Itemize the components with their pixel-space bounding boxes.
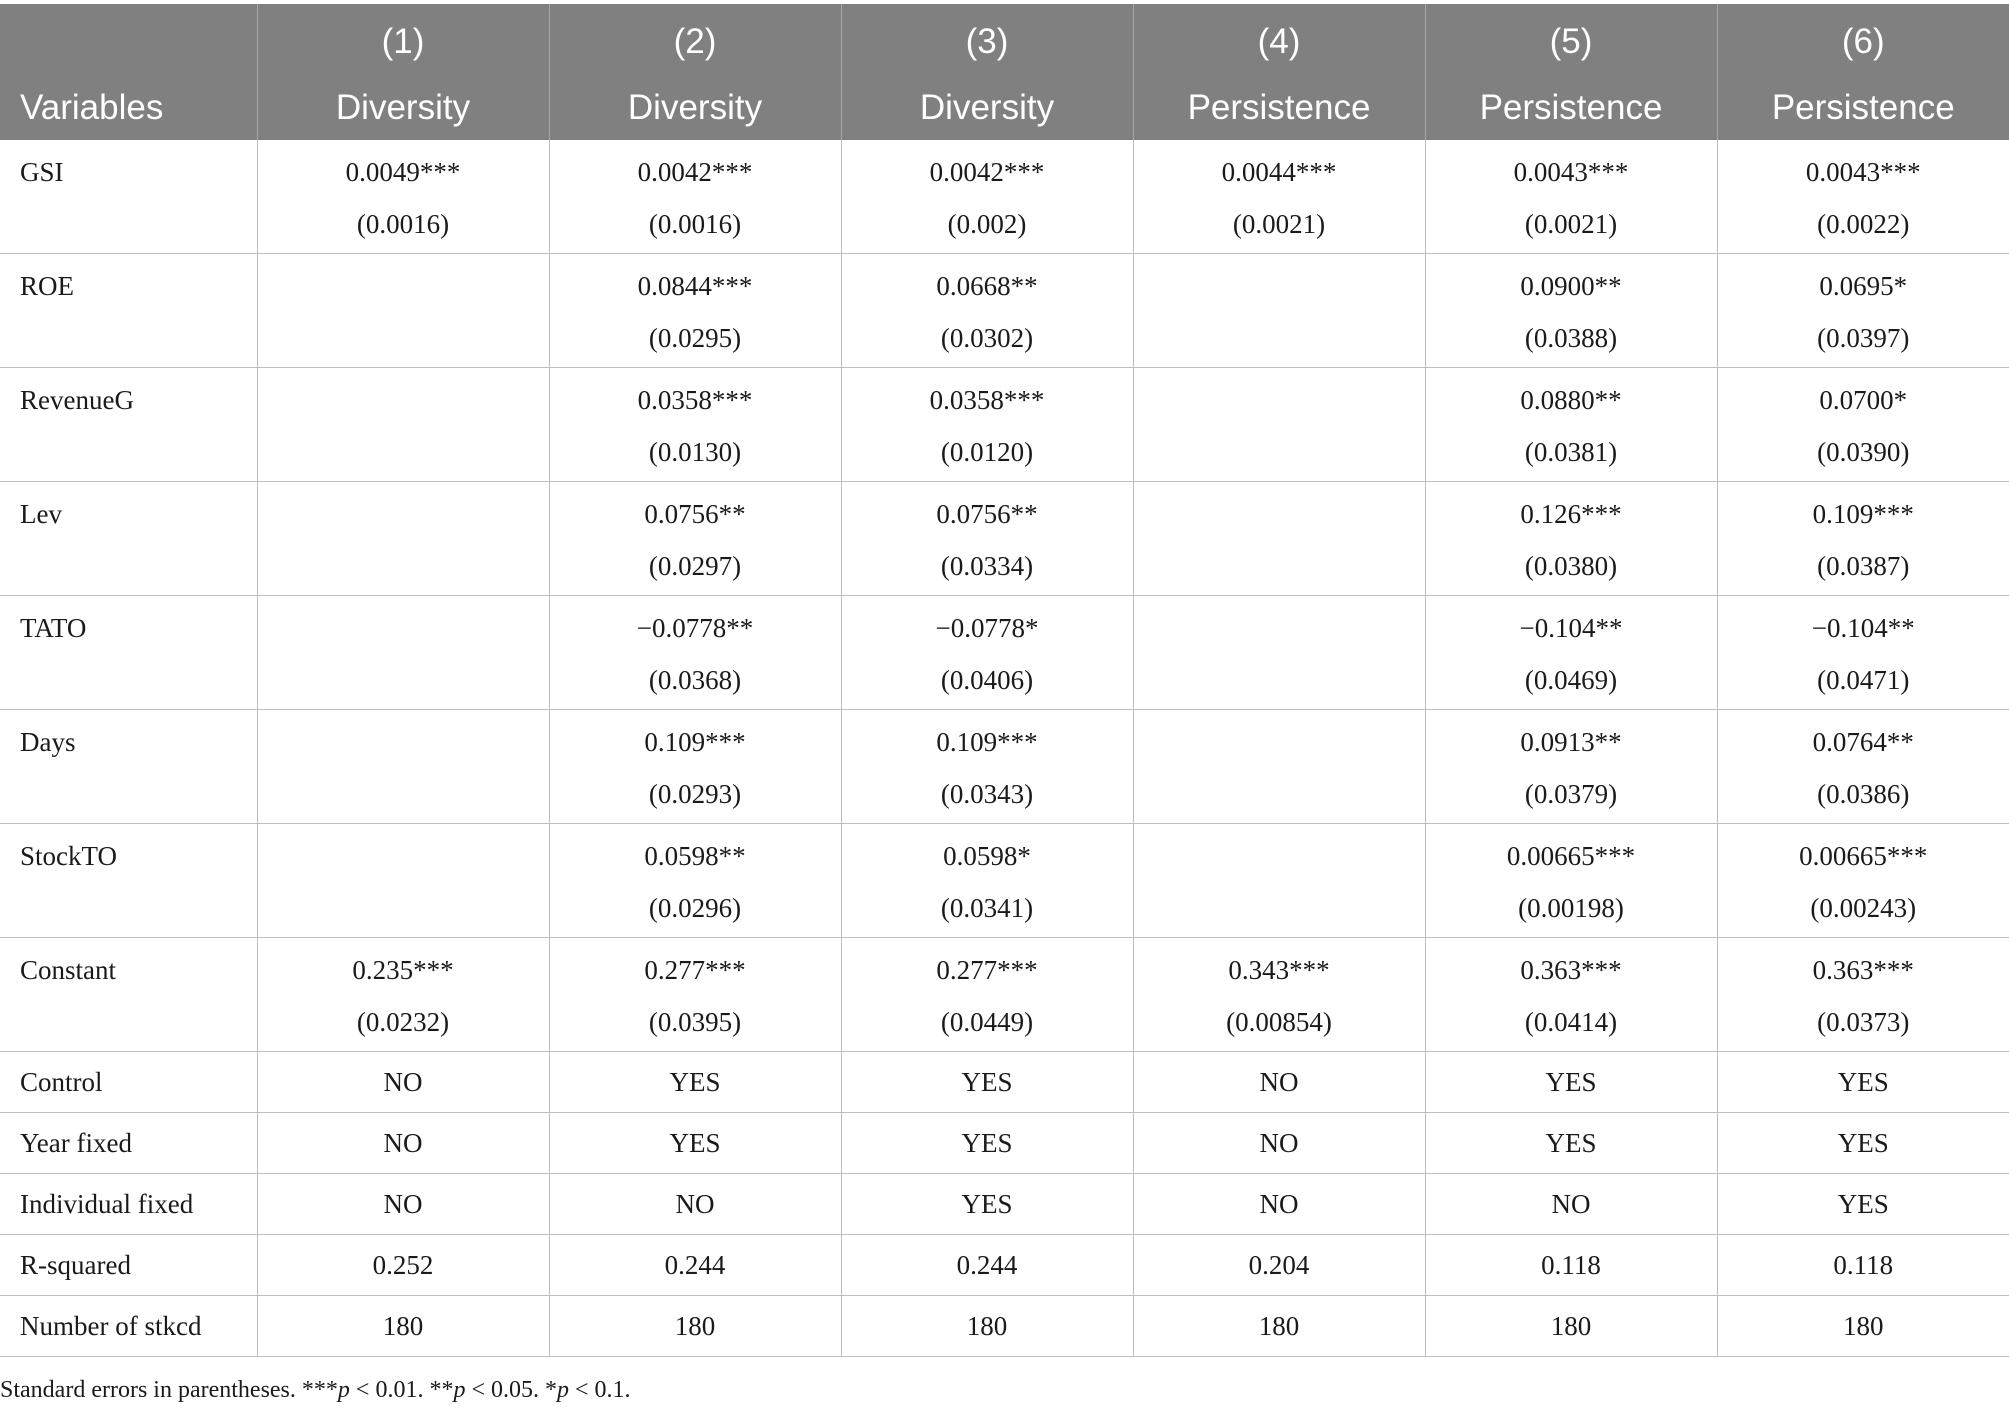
estimate-cell [549, 710, 841, 824]
estimate-cell [257, 938, 549, 1052]
variable-name-cell [0, 596, 257, 710]
estimate-cell [1133, 596, 1425, 710]
coefficient: 0.277*** [936, 955, 1038, 985]
standard-error: (0.0380) [1524, 551, 1618, 581]
summary-value-cell [257, 1113, 549, 1174]
estimate-cell [1717, 254, 2009, 368]
standard-error: (0.0469) [1524, 665, 1618, 695]
standard-error: (0.0293) [648, 779, 742, 809]
summary-row [0, 1296, 2009, 1357]
summary-value: YES [1545, 1067, 1597, 1097]
coefficient: 0.0042*** [929, 157, 1045, 187]
summary-value-cell [549, 1052, 841, 1113]
estimate-cell [1717, 824, 2009, 938]
header-col-2 [549, 4, 841, 140]
header-col-name: Persistence [1479, 88, 1663, 127]
variable-name: Number of stkcd [20, 1311, 202, 1341]
summary-value-cell [1717, 1296, 2009, 1357]
estimate-cell [841, 710, 1133, 824]
variable-name-cell [0, 824, 257, 938]
estimate-cell [1133, 140, 1425, 254]
coefficient: 0.0598* [943, 841, 1031, 871]
estimate-cell [1717, 482, 2009, 596]
header-col-name: Diversity [919, 88, 1055, 127]
standard-error: (0.0379) [1524, 779, 1618, 809]
table-row [0, 824, 2009, 938]
summary-value: YES [669, 1067, 721, 1097]
standard-error: (0.0021) [1524, 209, 1618, 239]
table-row [0, 596, 2009, 710]
regression-table [0, 4, 2009, 1357]
variable-name: Individual fixed [20, 1189, 194, 1219]
summary-value: 180 [1258, 1311, 1300, 1341]
standard-error: (0.0386) [1817, 779, 1910, 809]
variable-name: Days [20, 727, 76, 757]
summary-value-cell [1717, 1174, 2009, 1235]
summary-value-cell [1133, 1113, 1425, 1174]
estimate-cell [549, 596, 841, 710]
summary-value: 180 [1550, 1311, 1592, 1341]
footnote-p-symbol: p [557, 1377, 569, 1403]
standard-error: (0.0130) [648, 437, 742, 467]
variable-name-cell [0, 368, 257, 482]
summary-value-cell [549, 1174, 841, 1235]
table-row [0, 482, 2009, 596]
summary-value: 0.118 [1833, 1250, 1894, 1280]
summary-value: 0.118 [1541, 1250, 1601, 1280]
coefficient: 0.0844*** [637, 271, 753, 301]
variable-name: Lev [20, 499, 62, 529]
coefficient: 0.235*** [352, 955, 454, 985]
estimate-cell [841, 254, 1133, 368]
variable-name: Year fixed [20, 1128, 132, 1158]
standard-error: (0.0296) [648, 893, 742, 923]
coefficient: 0.109*** [644, 727, 746, 757]
summary-value-cell [1425, 1296, 1717, 1357]
variable-name: Control [20, 1067, 103, 1097]
standard-error: (0.0373) [1817, 1007, 1910, 1037]
estimate-cell [1425, 824, 1717, 938]
variable-name: R-squared [20, 1250, 131, 1280]
estimate-cell [257, 254, 549, 368]
coefficient: 0.0764** [1812, 727, 1914, 757]
header-row [0, 4, 2009, 140]
summary-value-cell [841, 1052, 1133, 1113]
summary-value: 0.204 [1248, 1250, 1310, 1280]
estimate-cell [257, 482, 549, 596]
variable-name-cell [0, 482, 257, 596]
header-col-name: Persistence [1187, 88, 1371, 127]
coefficient: 0.00665*** [1506, 841, 1636, 871]
estimate-cell [841, 824, 1133, 938]
variable-name-cell [0, 710, 257, 824]
estimate-cell [1133, 824, 1425, 938]
standard-error: (0.00198) [1518, 893, 1624, 923]
variable-name: TATO [20, 613, 87, 643]
standard-error: (0.0302) [940, 323, 1034, 353]
summary-row [0, 1174, 2009, 1235]
summary-value: YES [669, 1128, 721, 1158]
variable-name-cell [0, 938, 257, 1052]
header-col-4 [1133, 4, 1425, 140]
summary-value: NO [1259, 1067, 1299, 1097]
standard-error: (0.0016) [356, 209, 450, 239]
coefficient: 0.0044*** [1221, 157, 1337, 187]
variable-name: ROE [20, 271, 74, 301]
table-row [0, 254, 2009, 368]
estimate-cell [1425, 368, 1717, 482]
summary-value-cell [1717, 1052, 2009, 1113]
estimate-cell [1133, 710, 1425, 824]
summary-value-cell [257, 1052, 549, 1113]
coefficient: 0.109*** [1812, 499, 1914, 529]
standard-error: (0.0341) [940, 893, 1034, 923]
variable-name: Constant [20, 955, 117, 985]
header-col-6 [1717, 4, 2009, 140]
summary-value: NO [1551, 1189, 1591, 1219]
standard-error: (0.0232) [356, 1007, 450, 1037]
standard-error: (0.0388) [1524, 323, 1618, 353]
summary-value-cell [1425, 1052, 1717, 1113]
variable-name: GSI [20, 157, 64, 187]
variable-name-cell [0, 1113, 257, 1174]
coefficient: −0.104** [1811, 613, 1915, 643]
summary-value: NO [383, 1189, 423, 1219]
coefficient: 0.126*** [1520, 499, 1622, 529]
standard-error: (0.00854) [1226, 1007, 1332, 1037]
variable-name-cell [0, 140, 257, 254]
footnote-text: < 0.01. ** [349, 1377, 454, 1403]
summary-value: YES [1545, 1128, 1597, 1158]
coefficient: 0.0700* [1819, 385, 1908, 415]
coefficient: 0.0880** [1520, 385, 1622, 415]
summary-value: NO [675, 1189, 715, 1219]
summary-value: 180 [382, 1311, 424, 1341]
footnote-text: Standard errors in parentheses. *** [0, 1377, 338, 1403]
standard-error: (0.0449) [940, 1007, 1034, 1037]
summary-value-cell [257, 1235, 549, 1296]
coefficient: −0.0778* [935, 613, 1039, 643]
estimate-cell [1133, 368, 1425, 482]
summary-value: YES [961, 1067, 1013, 1097]
coefficient: 0.0756** [936, 499, 1038, 529]
standard-error: (0.0295) [648, 323, 742, 353]
estimate-cell [257, 140, 549, 254]
estimate-cell [549, 482, 841, 596]
header-col-number: (3) [965, 22, 1009, 61]
estimate-cell [1425, 938, 1717, 1052]
estimate-cell [1133, 254, 1425, 368]
summary-row [0, 1052, 2009, 1113]
header-col-number: (6) [1841, 22, 1885, 61]
summary-value: NO [383, 1128, 423, 1158]
header-col-name: Diversity [627, 88, 763, 127]
summary-value-cell [1425, 1235, 1717, 1296]
variable-name-cell [0, 254, 257, 368]
standard-error: (0.0381) [1524, 437, 1618, 467]
summary-value: 180 [1843, 1311, 1884, 1341]
estimate-cell [257, 824, 549, 938]
standard-error: (0.0387) [1817, 551, 1910, 581]
coefficient: −0.104** [1519, 613, 1623, 643]
estimate-cell [1717, 140, 2009, 254]
table-footnote [0, 1375, 631, 1405]
estimate-cell [1425, 140, 1717, 254]
estimate-cell [549, 368, 841, 482]
coefficient: 0.0913** [1520, 727, 1622, 757]
coefficient: 0.00665*** [1799, 841, 1928, 871]
header-col-number: (4) [1257, 22, 1301, 61]
table-body [0, 140, 2009, 1357]
table-row [0, 710, 2009, 824]
estimate-cell [257, 596, 549, 710]
estimate-cell [549, 254, 841, 368]
summary-value-cell [1133, 1235, 1425, 1296]
summary-value-cell [1425, 1174, 1717, 1235]
coefficient: 0.343*** [1228, 955, 1330, 985]
header-col-name: Diversity [335, 88, 471, 127]
summary-value-cell [841, 1113, 1133, 1174]
coefficient: 0.0049*** [345, 157, 461, 187]
estimate-cell [257, 710, 549, 824]
standard-error: (0.0471) [1817, 665, 1910, 695]
estimate-cell [1425, 254, 1717, 368]
standard-error: (0.0406) [940, 665, 1034, 695]
variable-name-cell [0, 1174, 257, 1235]
variable-name-cell [0, 1296, 257, 1357]
standard-error: (0.0397) [1817, 323, 1910, 353]
estimate-cell [841, 482, 1133, 596]
coefficient: 0.0358*** [929, 385, 1045, 415]
header-variables [0, 4, 257, 140]
variable-name: RevenueG [20, 385, 134, 415]
summary-value: 180 [674, 1311, 716, 1341]
table-row [0, 368, 2009, 482]
summary-value: NO [383, 1067, 423, 1097]
estimate-cell [1133, 938, 1425, 1052]
summary-value: 180 [966, 1311, 1008, 1341]
estimate-cell [1717, 938, 2009, 1052]
table-row [0, 938, 2009, 1052]
regression-table-container [0, 4, 2009, 1357]
summary-value-cell [1133, 1052, 1425, 1113]
coefficient: 0.0043*** [1805, 157, 1921, 187]
standard-error: (0.0021) [1232, 209, 1326, 239]
standard-error: (0.0120) [940, 437, 1034, 467]
estimate-cell [1425, 710, 1717, 824]
summary-value: YES [961, 1189, 1013, 1219]
coefficient: 0.277*** [644, 955, 746, 985]
header-col-number: (5) [1549, 22, 1593, 61]
header-col-5 [1425, 4, 1717, 140]
summary-value-cell [1425, 1113, 1717, 1174]
footnote-text: < 0.05. * [465, 1377, 557, 1403]
summary-value-cell [257, 1296, 549, 1357]
variable-name-cell [0, 1052, 257, 1113]
header-col-3 [841, 4, 1133, 140]
standard-error: (0.0297) [648, 551, 742, 581]
coefficient: 0.0695* [1819, 271, 1908, 301]
summary-value: 0.252 [372, 1250, 434, 1280]
summary-value: 0.244 [664, 1250, 726, 1280]
estimate-cell [841, 596, 1133, 710]
standard-error: (0.0016) [648, 209, 742, 239]
header-col-1 [257, 4, 549, 140]
coefficient: 0.0668** [936, 271, 1038, 301]
standard-error: (0.0368) [648, 665, 742, 695]
summary-row [0, 1235, 2009, 1296]
coefficient: −0.0778** [636, 613, 754, 643]
coefficient: 0.0043*** [1513, 157, 1629, 187]
summary-value-cell [549, 1235, 841, 1296]
standard-error: (0.0414) [1524, 1007, 1618, 1037]
summary-value: YES [961, 1128, 1013, 1158]
summary-row [0, 1113, 2009, 1174]
coefficient: 0.363*** [1520, 955, 1622, 985]
estimate-cell [549, 824, 841, 938]
table-row [0, 140, 2009, 254]
summary-value: YES [1837, 1128, 1889, 1158]
summary-value-cell [1133, 1174, 1425, 1235]
estimate-cell [549, 140, 841, 254]
summary-value-cell [549, 1113, 841, 1174]
estimate-cell [1133, 482, 1425, 596]
footnote-text: < 0.1. [569, 1377, 631, 1403]
coefficient: 0.0358*** [637, 385, 753, 415]
footnote-p-symbol: p [453, 1377, 466, 1403]
estimate-cell [841, 938, 1133, 1052]
standard-error: (0.0022) [1817, 209, 1910, 239]
standard-error: (0.0395) [648, 1007, 742, 1037]
coefficient: 0.0900** [1520, 271, 1622, 301]
footnote-p-symbol: p [337, 1377, 350, 1403]
header-col-number: (2) [673, 22, 717, 61]
standard-error: (0.0334) [940, 551, 1034, 581]
summary-value: NO [1259, 1189, 1299, 1219]
standard-error: (0.0343) [940, 779, 1034, 809]
summary-value: YES [1837, 1067, 1889, 1097]
estimate-cell [1717, 596, 2009, 710]
estimate-cell [549, 938, 841, 1052]
estimate-cell [1425, 596, 1717, 710]
coefficient: 0.109*** [936, 727, 1038, 757]
coefficient: 0.0042*** [637, 157, 753, 187]
standard-error: (0.002) [947, 209, 1027, 239]
coefficient: 0.363*** [1812, 955, 1914, 985]
standard-error: (0.0390) [1817, 437, 1910, 467]
variable-name-cell [0, 1235, 257, 1296]
coefficient: 0.0756** [644, 499, 746, 529]
summary-value-cell [1717, 1235, 2009, 1296]
estimate-cell [257, 368, 549, 482]
estimate-cell [1717, 710, 2009, 824]
summary-value: NO [1259, 1128, 1299, 1158]
summary-value-cell [841, 1296, 1133, 1357]
summary-value-cell [257, 1174, 549, 1235]
summary-value-cell [1133, 1296, 1425, 1357]
header-variables-label: Variables [20, 88, 164, 127]
summary-value-cell [549, 1296, 841, 1357]
estimate-cell [841, 368, 1133, 482]
estimate-cell [1425, 482, 1717, 596]
summary-value: YES [1837, 1189, 1889, 1219]
coefficient: 0.0598** [644, 841, 746, 871]
estimate-cell [841, 140, 1133, 254]
summary-value-cell [841, 1174, 1133, 1235]
variable-name: StockTO [20, 841, 118, 871]
summary-value-cell [1717, 1113, 2009, 1174]
summary-value-cell [841, 1235, 1133, 1296]
header-col-number: (1) [381, 22, 425, 61]
header-col-name: Persistence [1771, 88, 1955, 127]
standard-error: (0.00243) [1810, 893, 1917, 923]
summary-value: 0.244 [956, 1250, 1018, 1280]
estimate-cell [1717, 368, 2009, 482]
